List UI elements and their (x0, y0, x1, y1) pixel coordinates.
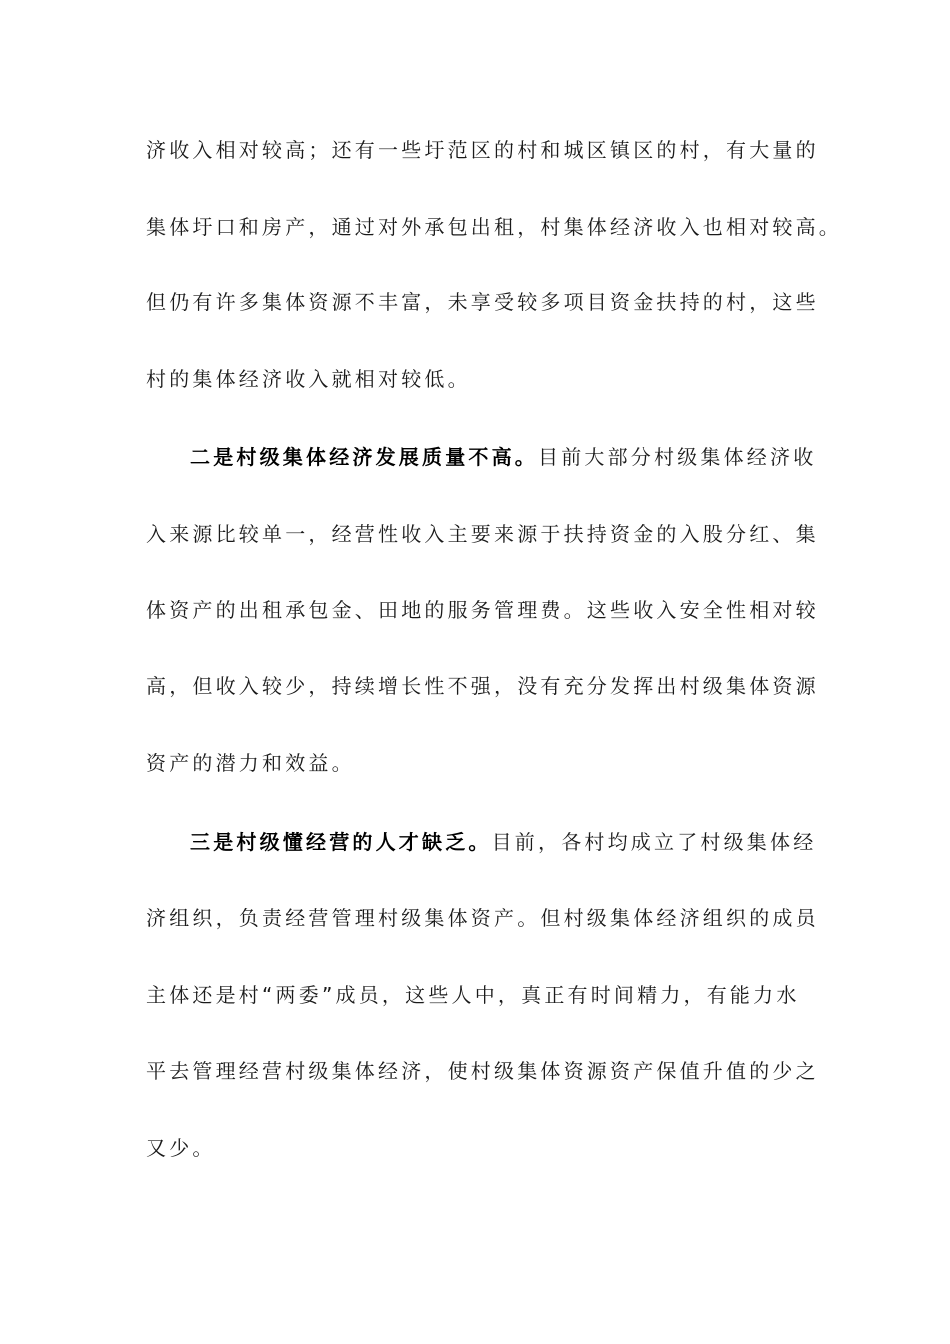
paragraph-2-line-1 (190, 442, 850, 472)
paragraph-2-line-2: 入来源比较单一，经营性收入主要来源于扶持资金的入股分红、集 (146, 522, 819, 546)
paragraph-1-line-1: 济收入相对较高；还有一些圩范区的村和城区镇区的村，有大量的 (146, 138, 819, 162)
paragraph-2-heading: 二是村级集体经济发展质量不高。 (190, 445, 538, 469)
paragraph-3-heading: 三是村级懂经营的人才缺乏。 (190, 830, 492, 854)
paragraph-1-line-2: 集体圩口和房产，通过对外承包出租，村集体经济收入也相对较高。 (146, 215, 842, 239)
paragraph-3-line-3: 主体还是村“两委”成员，这些人中，真正有时间精力，有能力水 (146, 983, 800, 1007)
paragraph-1-line-3: 但仍有许多集体资源不丰富，未享受较多项目资金扶持的村，这些 (146, 290, 819, 314)
paragraph-2-line-3: 体资产的出租承包金、田地的服务管理费。这些收入安全性相对较 (146, 598, 819, 622)
paragraph-3-first-line-text: 目前，各村均成立了村级集体经 (491, 830, 817, 854)
paragraph-3-line-2: 济组织，负责经营管理村级集体资产。但村级集体经济组织的成员 (146, 906, 819, 930)
paragraph-2-line-4: 高，但收入较少，持续增长性不强，没有充分发挥出村级集体资源 (146, 674, 819, 698)
paragraph-3-line-1 (190, 827, 850, 857)
paragraph-1-line-4: 村的集体经济收入就相对较低。 (146, 367, 471, 391)
paragraph-3-line-4: 平去管理经营村级集体经济，使村级集体资源资产保值升值的少之 (146, 1059, 819, 1083)
paragraph-2-line-5: 资产的潜力和效益。 (146, 751, 355, 775)
paragraph-2-first-line-text: 目前大部分村级集体经济收 (538, 445, 817, 469)
paragraph-3-line-5: 又少。 (146, 1136, 216, 1160)
